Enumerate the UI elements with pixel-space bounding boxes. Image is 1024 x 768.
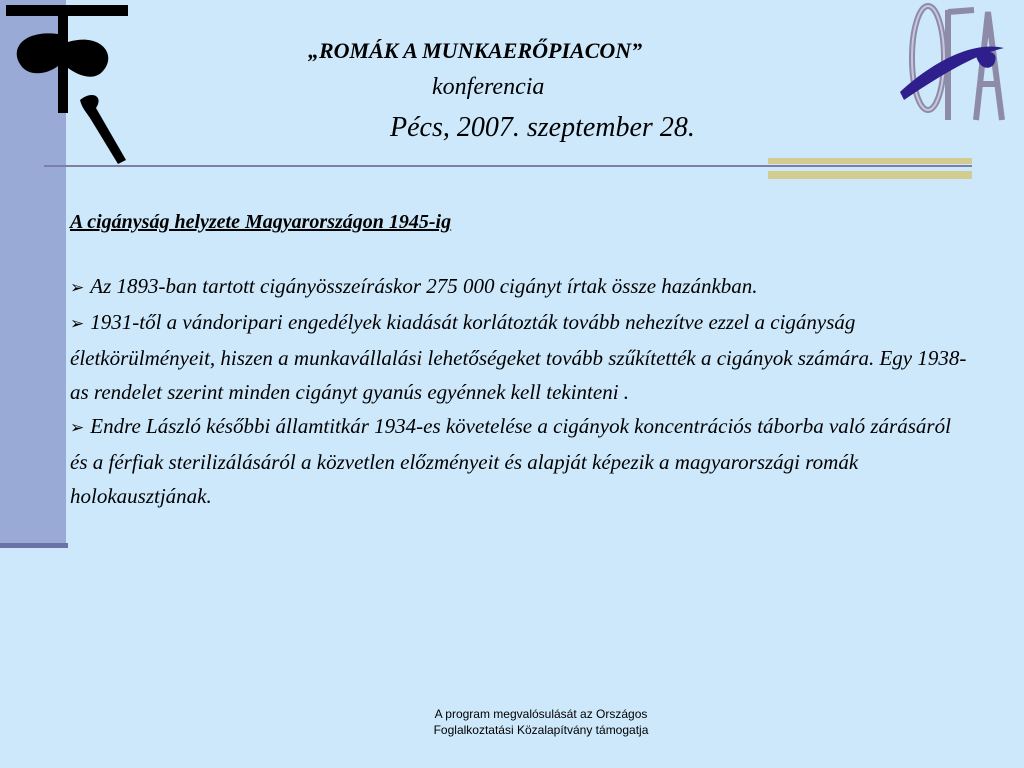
slide-content — [70, 205, 970, 513]
ka-logo-icon — [6, 0, 130, 168]
ofa-logo-icon — [898, 0, 1008, 128]
accent-bar-bottom — [768, 171, 972, 179]
bullet-text: 1931-től a vándoripari engedélyek kiadását korlátozták tovább nehezítve ezzel a cigányság életkörülményeit, hiszen a munkavállalási lehetőségeket tovább szűkítették a cigányok számára. Egy 1938-as rendelet szerint minden cigányt gyanús egyénnek kell tekinteni . — [70, 310, 967, 404]
footer-line-1: A program megvalósulását az Országos — [434, 707, 648, 721]
bullet-item — [70, 409, 970, 513]
bullet-text: Az 1893-ban tartott cigányösszeíráskor 275 000 cigányt írtak össze hazánkban. — [90, 274, 758, 298]
header-divider — [44, 165, 972, 167]
section-heading: A cigányság helyzete Magyarországon 1945-ig — [70, 211, 452, 233]
arrow-bullet-icon: ➢ — [70, 278, 85, 298]
arrow-bullet-icon: ➢ — [70, 314, 85, 334]
bullet-item — [70, 269, 970, 305]
arrow-bullet-icon: ➢ — [70, 418, 85, 438]
conference-subtitle: konferencia — [432, 74, 545, 100]
conference-title: „ROMÁK A MUNKAERŐPIACON” — [308, 38, 643, 63]
footer-note — [386, 706, 696, 738]
bullet-text: Endre László későbbi államtitkár 1934-es követelése a cigányok koncentrációs táborba való zárásáról és a férfiak sterilizálásáról a közvetlen előzményeit és alapját képezik a magyarországi romák holokausztjának. — [70, 414, 951, 508]
left-band-bottom-edge — [0, 543, 68, 548]
accent-bar-top — [768, 158, 972, 164]
conference-date: Pécs, 2007. szeptember 28. — [390, 112, 695, 143]
footer-line-2: Foglalkoztatási Közalapítvány támogatja — [433, 723, 649, 737]
bullet-item — [70, 305, 970, 409]
